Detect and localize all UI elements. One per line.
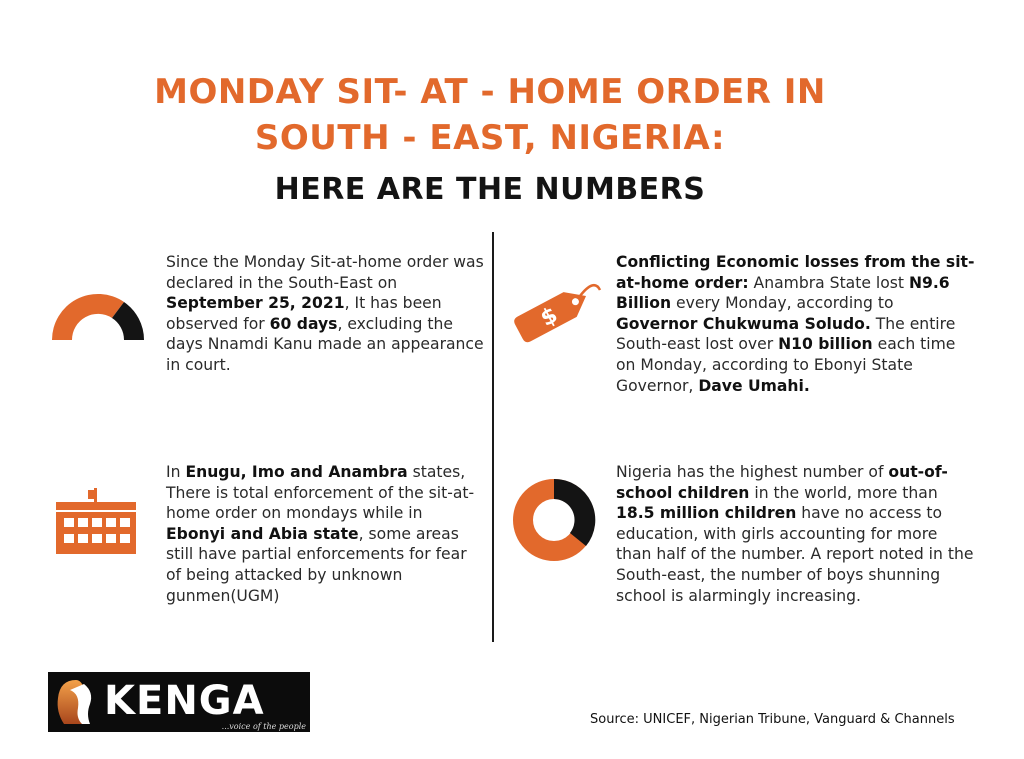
svg-text:$: $: [536, 302, 562, 332]
section-highlight: 18.5 million children: [616, 504, 797, 523]
page-title-line-1: MONDAY SIT- AT - HOME ORDER IN: [154, 72, 826, 112]
page-title-line-2: SOUTH - EAST, NIGERIA:: [254, 118, 726, 158]
section-text: , some areas still have partial enforcements for fear of being attacked by unknown gunmen(UGM): [166, 524, 467, 605]
section-text: Nigeria has the highest number of: [616, 463, 889, 481]
section-highlight: Ebonyi and Abia state: [166, 524, 359, 543]
section-text: Anambra State lost: [748, 273, 909, 292]
section-highlight: N10 billion: [778, 335, 873, 354]
section-text: , excluding the days Nnamdi Kanu made an appearance in court.: [166, 314, 484, 374]
section-text: each time on Monday, according to Ebonyi State Governor,: [616, 335, 956, 395]
logo-wordmark: KENGA: [104, 678, 265, 724]
section-enforcement: [166, 462, 486, 606]
section-text: states, There is total enforcement of the sit-at-home order on mondays while in: [166, 463, 475, 523]
section-out-of-school: [616, 462, 976, 606]
section-highlight: Enugu, Imo and Anambra: [185, 463, 408, 481]
donut-chart-icon: [512, 478, 596, 562]
kenga-logo: [48, 672, 310, 732]
gauge-icon: [48, 290, 148, 342]
logo-face-icon: [54, 678, 98, 726]
section-text: The entire South-east lost over: [616, 314, 956, 354]
school-building-icon: [52, 488, 138, 558]
section-highlight: out-of-school children: [616, 463, 948, 502]
section-economic-losses: [616, 252, 976, 396]
section-sit-at-home-duration: [166, 252, 486, 376]
page-subtitle: HERE ARE THE NUMBERS: [274, 172, 706, 207]
section-highlight: 60 days: [269, 314, 338, 333]
column-divider: [492, 232, 494, 642]
section-text: have no access to education, with girls accounting for more than half of the number. A report noted in the South-east, the number of boys shunning school is alarmingly increasing.: [616, 504, 974, 605]
section-highlight: Dave Umahi.: [698, 376, 810, 395]
section-text: Since the Monday Sit-at-home order was declared in the South-East on: [166, 253, 484, 292]
section-highlight: Governor Chukwuma Soludo.: [616, 314, 871, 333]
section-highlight: Conflicting Economic losses from the sit-at-home order:: [616, 253, 975, 292]
section-text: every Monday, according to: [671, 294, 894, 313]
section-text: in the world, more than: [749, 483, 938, 502]
source-credit: Source: UNICEF, Nigerian Tribune, Vanguard & Channels: [590, 712, 955, 727]
price-tag-icon: [510, 272, 602, 344]
logo-tagline: ...voice of the people: [221, 722, 306, 731]
section-text: In: [166, 463, 186, 481]
section-highlight: September 25, 2021: [166, 294, 345, 313]
section-highlight: N9.6 Billion: [616, 273, 950, 313]
section-text: , It has been observed for: [166, 294, 442, 333]
